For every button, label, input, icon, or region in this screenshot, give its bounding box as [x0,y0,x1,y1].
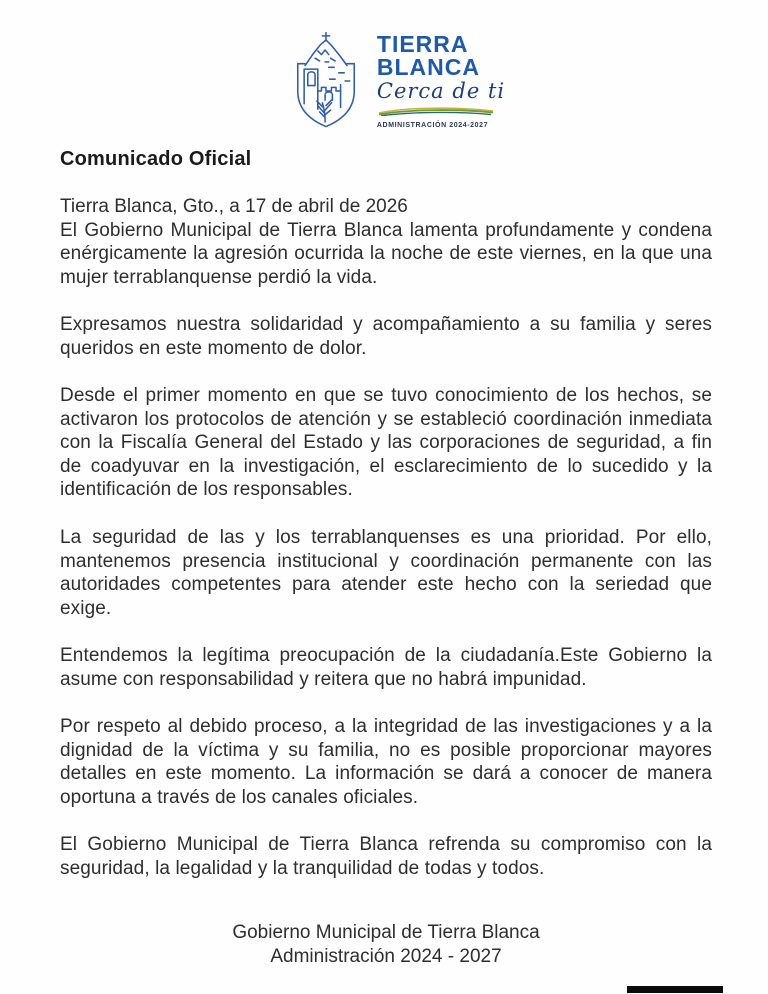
municipal-logo [22,0,768,132]
logo-name-line1: TIERRA [376,31,469,58]
paragraph-2: Expresamos nuestra solidaridad y acompañamiento a su familia y seres queridos en este momento de dolor. [60,314,712,359]
paragraph-5: Entendemos la legítima preocupación de la ciudadanía.Este Gobierno la asume con responsabilidad y reitera que no habrá impunidad. [60,645,712,690]
footer-line-1: Gobierno Municipal de Tierra Blanca [232,921,540,943]
logo-tagline: Cerca de ti [376,78,506,103]
logo-wordmark [377,33,505,128]
paragraph-3: Desde el primer momento en que se tuvo conocimiento de los hechos, se activaron los protocolos de atención y se estableció coordinación inmediata con la Fiscalía General del Estado y las corporaciones de seguridad, a fin de coadyuvar en la investigación, el esclarecimiento de lo sucedido y la identificación de los responsables. [60,385,712,501]
logo-swoosh-icon [377,104,505,120]
tierra-blanca-crest-icon [285,30,367,132]
document-body [0,148,768,970]
paragraph-6: Por respeto al debido proceso, a la integridad de las investigaciones y a la dignidad de la víctima y su familia, no es posible proporcionar mayores detalles en este momento. La información se dará a conocer de manera oportuna a través de los canales oficiales. [60,716,712,808]
document-footer [60,921,712,970]
logo-administration-label: ADMINISTRACIÓN 2024-2027 [376,121,489,129]
dateline: Tierra Blanca, Gto., a 17 de abril de 2026 [60,196,408,217]
paragraph-7: El Gobierno Municipal de Tierra Blanca refrenda su compromiso con la seguridad, la legalidad y la tranquilidad de todas y todos. [60,834,712,880]
bottom-edge-bar [627,986,723,993]
document-title: Comunicado Oficial [60,148,252,170]
footer-line-2: Administración 2024 - 2027 [270,946,502,968]
logo-name-line2: BLANCA [376,54,480,80]
paragraph-1: El Gobierno Municipal de Tierra Blanca lamenta profundamente y condena enérgicamente la agresión ocurrida la noche de este viernes, en la que una mujer terrablanquense perdió la vida. [60,219,712,288]
paragraph-4: La seguridad de las y los terrablanquenses es una prioridad. Por ello, mantenemos presencia institucional y coordinación permanente con las autoridades competentes para atender este hecho con la seriedad que exige. [60,527,712,619]
